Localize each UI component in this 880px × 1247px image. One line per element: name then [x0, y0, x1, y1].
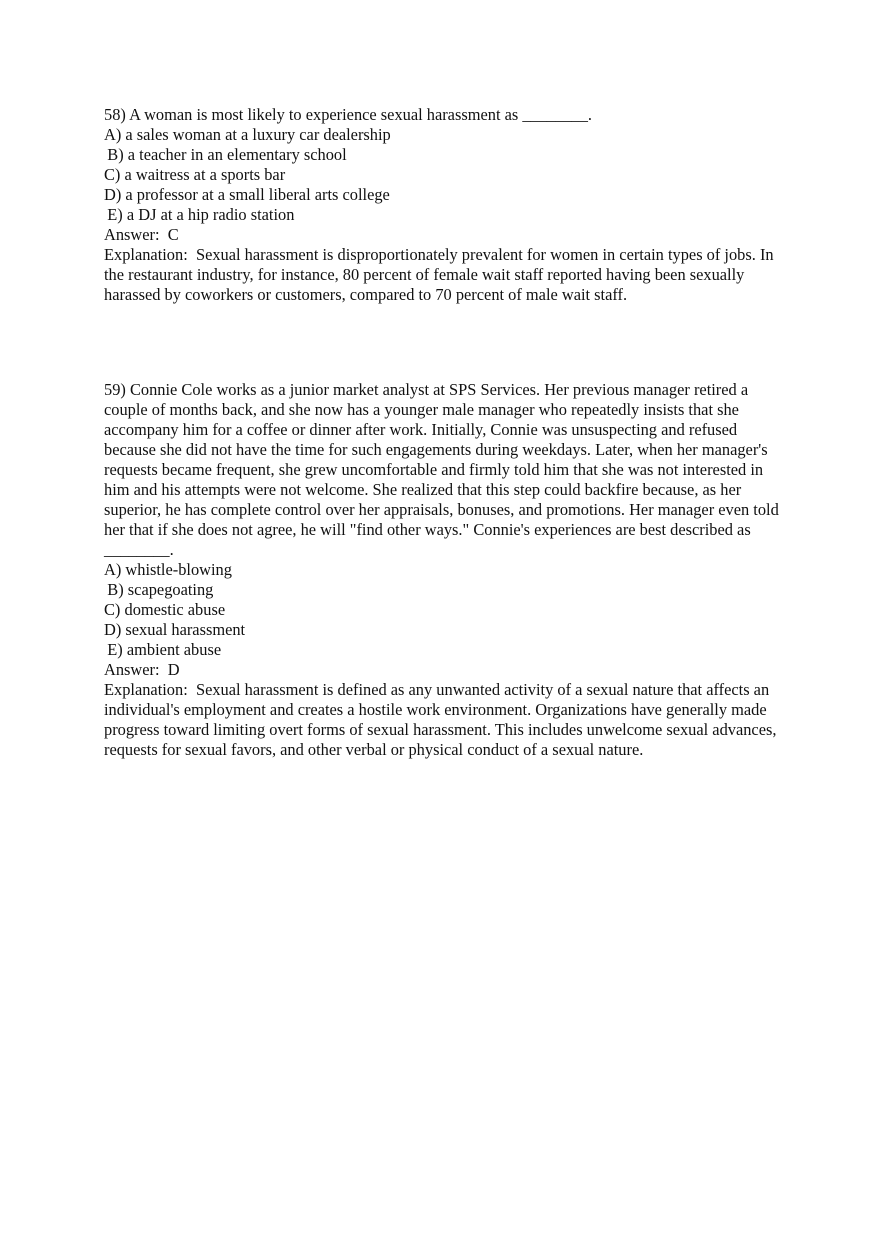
answer-value: D [167, 660, 180, 679]
choice-letter: B) [107, 145, 124, 164]
choice-text: a waitress at a sports bar [124, 165, 286, 184]
choice-text: a sales woman at a luxury car dealership [125, 125, 391, 144]
choice-text: scapegoating [127, 580, 214, 599]
question-58 [104, 105, 784, 305]
answer-label: Answer: [104, 660, 160, 679]
question-59 [104, 380, 784, 760]
choice-letter: C) [104, 600, 121, 619]
choice-text: a DJ at a hip radio station [126, 205, 295, 224]
choice-text: a teacher in an elementary school [127, 145, 347, 164]
explanation-label: Explanation: [104, 245, 188, 264]
choice-letter: E) [107, 640, 123, 659]
explanation-text: Sexual harassment is defined as any unwanted activity of a sexual nature that affects an individual's employment and creates a hostile work environment. Organizations have generally made progress toward limiting overt forms of sexual harassment. This includes unwelcome sexual advances, requests for sexual favors, and other verbal or physical conduct of a sexual nature. [104, 680, 777, 759]
choice-text: ambient abuse [126, 640, 222, 659]
choice-d [104, 620, 784, 640]
choice-letter: D) [104, 185, 122, 204]
choice-b [104, 145, 784, 165]
question-stem [104, 105, 784, 125]
choice-letter: E) [107, 205, 123, 224]
choice-letter: A) [104, 125, 122, 144]
explanation [104, 680, 784, 760]
choice-text: domestic abuse [124, 600, 226, 619]
question-text: Connie Cole works as a junior market analyst at SPS Services. Her previous manager retired a couple of months back, and she now has a younger male manager who repeatedly insists that she accompany him for a coffee or dinner after work. Initially, Connie was unsuspecting and refused because she did not have the time for such engagements during weekdays. Later, when her manager's requests became frequent, she grew uncomfortable and firmly told him that she was not interested in him and his attempts were not welcome. She realized that this step could backfire because, as her superior, he has complete control over her appraisals, bonuses, and promotions. Her manager even told her that if she does not agree, he will "find other ways." Connie's experiences are best described as ________. [104, 380, 779, 559]
question-stem [104, 380, 784, 560]
choice-letter: C) [104, 165, 121, 184]
choice-text: a professor at a small liberal arts college [125, 185, 390, 204]
question-number: 58) [104, 105, 126, 124]
choice-e [104, 640, 784, 660]
answer-line [104, 225, 784, 245]
choice-letter: D) [104, 620, 122, 639]
choice-e [104, 205, 784, 225]
explanation-label: Explanation: [104, 680, 188, 699]
answer-label: Answer: [104, 225, 160, 244]
answer-line [104, 660, 784, 680]
question-text: A woman is most likely to experience sexual harassment as ________. [129, 105, 593, 124]
choice-letter: B) [107, 580, 124, 599]
choice-a [104, 560, 784, 580]
choice-c [104, 600, 784, 620]
explanation [104, 245, 784, 305]
choice-a [104, 125, 784, 145]
question-number: 59) [104, 380, 126, 399]
choice-text: whistle-blowing [125, 560, 232, 579]
choice-c [104, 165, 784, 185]
choice-text: sexual harassment [125, 620, 246, 639]
answer-value: C [167, 225, 179, 244]
choice-b [104, 580, 784, 600]
choice-d [104, 185, 784, 205]
choice-letter: A) [104, 560, 122, 579]
explanation-text: Sexual harassment is disproportionately prevalent for women in certain types of jobs. In the restaurant industry, for instance, 80 percent of female wait staff reported having been sexually harassed by coworkers or customers, compared to 70 percent of male wait staff. [104, 245, 774, 304]
